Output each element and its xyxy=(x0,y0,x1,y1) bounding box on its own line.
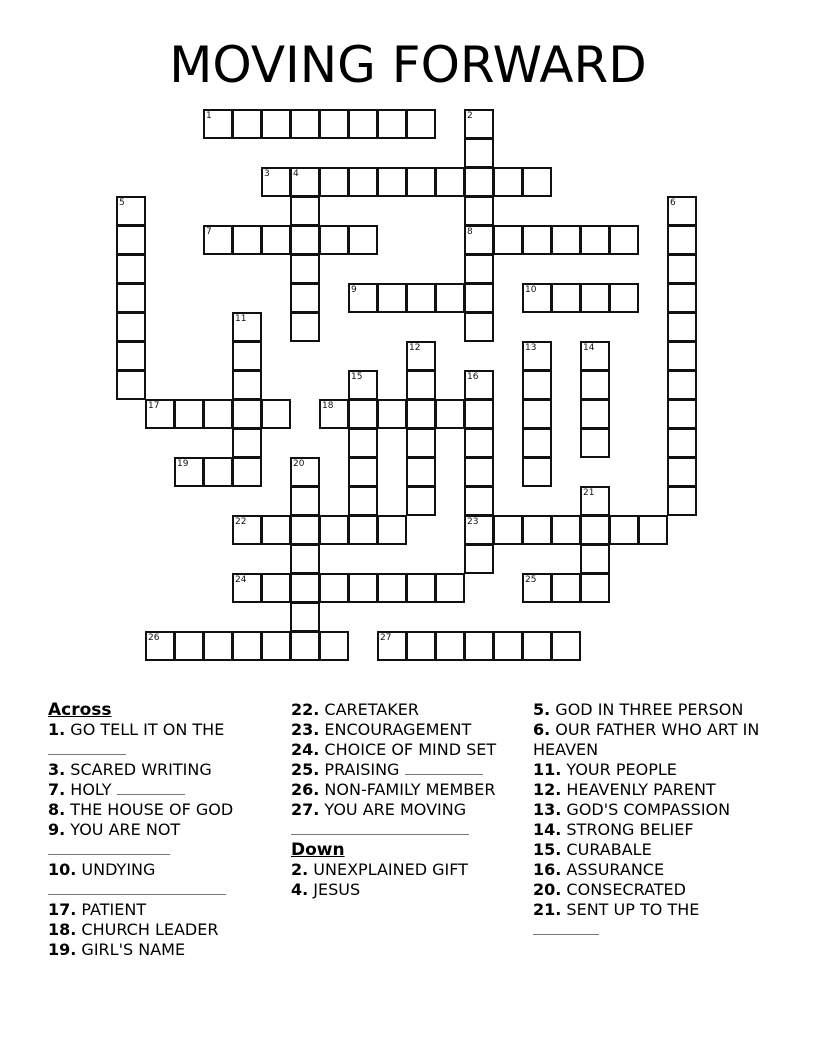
grid-cell[interactable] xyxy=(493,225,523,255)
clue-item xyxy=(533,900,773,940)
grid-cell[interactable] xyxy=(116,254,146,284)
clue-number: 15 xyxy=(351,372,363,382)
clue-item xyxy=(48,860,283,900)
answer-blank-line xyxy=(291,820,526,840)
grid-cell[interactable] xyxy=(580,515,610,545)
grid-cell[interactable] xyxy=(116,225,146,255)
grid-cell[interactable] xyxy=(319,515,349,545)
grid-cell[interactable] xyxy=(667,399,697,429)
grid-cell[interactable] xyxy=(667,486,697,516)
clue-item xyxy=(533,720,773,760)
clue-number: 26 xyxy=(148,633,160,643)
grid-cell[interactable] xyxy=(261,631,291,661)
grid-cell[interactable] xyxy=(290,631,320,661)
grid-cell[interactable] xyxy=(580,486,610,516)
grid-cell[interactable] xyxy=(522,457,552,487)
clue-number: 8 xyxy=(467,227,473,237)
grid-cell[interactable] xyxy=(406,283,436,313)
grid-cell[interactable] xyxy=(319,573,349,603)
grid-cell[interactable] xyxy=(203,225,233,255)
grid-cell[interactable] xyxy=(464,254,494,284)
grid-cell[interactable] xyxy=(406,341,436,371)
grid-cell[interactable] xyxy=(493,167,523,197)
grid-cell[interactable] xyxy=(377,573,407,603)
grid-cell[interactable] xyxy=(551,631,581,661)
grid-cell[interactable] xyxy=(580,428,610,458)
clue-number: 2 xyxy=(467,111,473,121)
clue-text: GOD IN THREE PERSON xyxy=(550,700,744,719)
clue-number: 1. xyxy=(48,720,66,739)
clue-item xyxy=(48,760,283,780)
grid-cell[interactable] xyxy=(116,341,146,371)
grid-cell[interactable] xyxy=(522,283,552,313)
clue-number: 20 xyxy=(293,459,305,469)
grid-cell[interactable] xyxy=(464,486,494,516)
grid-cell[interactable] xyxy=(522,399,552,429)
grid-cell[interactable] xyxy=(522,341,552,371)
grid-cell[interactable] xyxy=(290,457,320,487)
clue-text: YOUR PEOPLE xyxy=(561,760,677,779)
clue-number: 19. xyxy=(48,940,77,959)
grid-cell[interactable] xyxy=(580,370,610,400)
grid-cell[interactable] xyxy=(522,370,552,400)
grid-cell[interactable] xyxy=(464,428,494,458)
clue-number: 11 xyxy=(235,314,247,324)
grid-cell[interactable] xyxy=(232,225,262,255)
clue-item xyxy=(533,860,773,880)
clue-text: UNDYING xyxy=(76,860,156,879)
grid-cell[interactable] xyxy=(406,399,436,429)
grid-cell[interactable] xyxy=(464,167,494,197)
answer-blank xyxy=(405,760,483,775)
grid-cell[interactable] xyxy=(551,515,581,545)
clue-text: NON-FAMILY MEMBER xyxy=(319,780,496,799)
answer-blank xyxy=(48,740,126,755)
clue-number: 1 xyxy=(206,111,212,121)
clue-item xyxy=(533,820,773,840)
grid-cell[interactable] xyxy=(464,399,494,429)
clue-item xyxy=(533,880,773,900)
clue-text: YOU ARE NOT xyxy=(65,820,181,839)
grid-cell[interactable] xyxy=(435,283,465,313)
clue-item xyxy=(291,740,526,760)
grid-cell[interactable] xyxy=(667,254,697,284)
clue-number: 12 xyxy=(409,343,421,353)
answer-blank xyxy=(117,780,185,795)
grid-cell[interactable] xyxy=(464,515,494,545)
clue-number: 10 xyxy=(525,285,537,295)
grid-cell[interactable] xyxy=(667,341,697,371)
grid-cell[interactable] xyxy=(116,370,146,400)
grid-cell[interactable] xyxy=(290,283,320,313)
grid-cell[interactable] xyxy=(667,428,697,458)
grid-cell[interactable] xyxy=(348,457,378,487)
clue-item xyxy=(48,800,283,820)
across-clue-list xyxy=(48,720,283,960)
clue-number: 17 xyxy=(148,401,160,411)
grid-cell[interactable] xyxy=(522,167,552,197)
grid-cell[interactable] xyxy=(261,515,291,545)
clue-number: 25 xyxy=(525,575,537,585)
clue-number: 17. xyxy=(48,900,77,919)
grid-cell[interactable] xyxy=(145,631,175,661)
grid-cell[interactable] xyxy=(580,544,610,574)
grid-cell[interactable] xyxy=(290,109,320,139)
grid-cell[interactable] xyxy=(232,109,262,139)
clue-number: 13. xyxy=(533,800,562,819)
clue-number: 23 xyxy=(467,517,479,527)
clue-text: CONSECRATED xyxy=(561,880,686,899)
clue-number: 26. xyxy=(291,780,320,799)
grid-cell[interactable] xyxy=(551,283,581,313)
clue-number: 25. xyxy=(291,760,320,779)
clue-number: 6. xyxy=(533,720,551,739)
grid-cell[interactable] xyxy=(203,399,233,429)
down-clue-list xyxy=(291,860,526,900)
grid-cell[interactable] xyxy=(232,457,262,487)
grid-cell[interactable] xyxy=(667,196,697,226)
puzzle-title: MOVING FORWARD xyxy=(169,36,647,94)
grid-cell[interactable] xyxy=(638,515,668,545)
grid-cell[interactable] xyxy=(522,631,552,661)
grid-cell[interactable] xyxy=(464,370,494,400)
grid-cell[interactable] xyxy=(348,399,378,429)
grid-cell[interactable] xyxy=(435,573,465,603)
clue-number: 24 xyxy=(235,575,247,585)
grid-cell[interactable] xyxy=(667,283,697,313)
clue-text: YOU ARE MOVING xyxy=(319,800,467,819)
grid-cell[interactable] xyxy=(609,225,639,255)
clue-number: 2. xyxy=(291,860,309,879)
clue-text: SCARED WRITING xyxy=(65,760,212,779)
grid-cell[interactable] xyxy=(116,283,146,313)
clue-text: SENT UP TO THE xyxy=(561,900,700,919)
grid-cell[interactable] xyxy=(116,196,146,226)
grid-cell[interactable] xyxy=(522,225,552,255)
grid-cell[interactable] xyxy=(580,283,610,313)
clue-number: 27. xyxy=(291,800,320,819)
grid-cell[interactable] xyxy=(667,312,697,342)
clue-text: UNEXPLAINED GIFT xyxy=(308,860,468,879)
clue-item xyxy=(48,920,283,940)
grid-cell[interactable] xyxy=(232,515,262,545)
grid-cell[interactable] xyxy=(406,167,436,197)
grid-cell[interactable] xyxy=(232,341,262,371)
grid-cell[interactable] xyxy=(406,486,436,516)
grid-cell[interactable] xyxy=(232,312,262,342)
clue-number: 14 xyxy=(583,343,595,353)
clue-text: GIRL'S NAME xyxy=(76,940,186,959)
clue-item xyxy=(533,780,773,800)
clue-number: 15. xyxy=(533,840,562,859)
clues-column-1 xyxy=(48,700,283,960)
clue-item xyxy=(533,700,773,720)
clue-number: 12. xyxy=(533,780,562,799)
clue-text: ENCOURAGEMENT xyxy=(319,720,472,739)
grid-cell[interactable] xyxy=(203,631,233,661)
grid-cell[interactable] xyxy=(319,399,349,429)
grid-cell[interactable] xyxy=(464,109,494,139)
grid-cell[interactable] xyxy=(464,631,494,661)
clue-number: 3 xyxy=(264,169,270,179)
grid-cell[interactable] xyxy=(348,486,378,516)
grid-cell[interactable] xyxy=(667,457,697,487)
grid-cell[interactable] xyxy=(464,196,494,226)
clue-number: 11. xyxy=(533,760,562,779)
clue-text: JESUS xyxy=(308,880,361,899)
clue-number: 18 xyxy=(322,401,334,411)
grid-cell[interactable] xyxy=(290,515,320,545)
clue-item xyxy=(533,800,773,820)
grid-cell[interactable] xyxy=(609,283,639,313)
answer-blank xyxy=(48,880,226,895)
clue-number: 21 xyxy=(583,488,595,498)
grid-cell[interactable] xyxy=(348,573,378,603)
clue-number: 19 xyxy=(177,459,189,469)
grid-cell[interactable] xyxy=(203,109,233,139)
clue-number: 9. xyxy=(48,820,66,839)
clues-column-2 xyxy=(291,700,526,900)
grid-cell[interactable] xyxy=(377,283,407,313)
clue-text: THE HOUSE OF GOD xyxy=(65,800,234,819)
grid-cell[interactable] xyxy=(435,631,465,661)
grid-cell[interactable] xyxy=(435,399,465,429)
clue-number: 27 xyxy=(380,633,392,643)
clue-item xyxy=(291,800,526,840)
clue-text: HOLY xyxy=(65,780,117,799)
clue-text: ASSURANCE xyxy=(561,860,665,879)
clue-text: CURABALE xyxy=(561,840,652,859)
clue-item xyxy=(291,700,526,720)
grid-cell[interactable] xyxy=(174,399,204,429)
clue-number: 3. xyxy=(48,760,66,779)
grid-cell[interactable] xyxy=(348,109,378,139)
grid-cell[interactable] xyxy=(406,109,436,139)
grid-cell[interactable] xyxy=(464,457,494,487)
grid-cell[interactable] xyxy=(290,196,320,226)
clue-text: OUR FATHER WHO ART IN HEAVEN xyxy=(533,720,760,759)
clue-number: 18. xyxy=(48,920,77,939)
clue-number: 5. xyxy=(533,700,551,719)
grid-cell[interactable] xyxy=(290,486,320,516)
grid-cell[interactable] xyxy=(667,370,697,400)
grid-cell[interactable] xyxy=(261,225,291,255)
clue-text: GO TELL IT ON THE xyxy=(65,720,225,739)
grid-cell[interactable] xyxy=(580,573,610,603)
clue-number: 6 xyxy=(670,198,676,208)
grid-cell[interactable] xyxy=(667,225,697,255)
grid-cell[interactable] xyxy=(261,109,291,139)
grid-cell[interactable] xyxy=(551,573,581,603)
grid-cell[interactable] xyxy=(203,457,233,487)
grid-cell[interactable] xyxy=(464,225,494,255)
clue-number: 7. xyxy=(48,780,66,799)
grid-cell[interactable] xyxy=(290,225,320,255)
grid-cell[interactable] xyxy=(348,283,378,313)
clue-number: 8. xyxy=(48,800,66,819)
grid-cell[interactable] xyxy=(464,283,494,313)
answer-blank-line xyxy=(48,740,283,760)
clue-text: HEAVENLY PARENT xyxy=(561,780,716,799)
grid-cell[interactable] xyxy=(319,225,349,255)
clue-item xyxy=(291,860,526,880)
grid-cell[interactable] xyxy=(348,225,378,255)
grid-cell[interactable] xyxy=(435,167,465,197)
grid-cell[interactable] xyxy=(377,109,407,139)
clue-number: 5 xyxy=(119,198,125,208)
grid-cell[interactable] xyxy=(290,573,320,603)
grid-cell[interactable] xyxy=(406,370,436,400)
grid-cell[interactable] xyxy=(406,428,436,458)
grid-cell[interactable] xyxy=(464,138,494,168)
grid-cell[interactable] xyxy=(232,370,262,400)
answer-blank xyxy=(48,840,170,855)
clue-number: 13 xyxy=(525,343,537,353)
across-clue-list-continued xyxy=(291,700,526,840)
clue-item xyxy=(48,820,283,860)
grid-cell[interactable] xyxy=(609,515,639,545)
clue-item xyxy=(291,780,526,800)
grid-cell[interactable] xyxy=(290,544,320,574)
grid-cell[interactable] xyxy=(551,225,581,255)
clue-number: 22 xyxy=(235,517,247,527)
grid-cell[interactable] xyxy=(319,631,349,661)
grid-cell[interactable] xyxy=(493,631,523,661)
clue-text: CARETAKER xyxy=(319,700,419,719)
grid-cell[interactable] xyxy=(464,312,494,342)
grid-cell[interactable] xyxy=(377,167,407,197)
grid-cell[interactable] xyxy=(493,515,523,545)
grid-cell[interactable] xyxy=(232,573,262,603)
grid-cell[interactable] xyxy=(464,544,494,574)
grid-cell[interactable] xyxy=(522,515,552,545)
clue-number: 10. xyxy=(48,860,77,879)
clue-item xyxy=(533,840,773,860)
grid-cell[interactable] xyxy=(116,312,146,342)
clue-text: CHURCH LEADER xyxy=(76,920,219,939)
grid-cell[interactable] xyxy=(406,573,436,603)
clue-text: GOD'S COMPASSION xyxy=(561,800,731,819)
clue-number: 7 xyxy=(206,227,212,237)
grid-cell[interactable] xyxy=(406,631,436,661)
clue-number: 14. xyxy=(533,820,562,839)
clue-number: 20. xyxy=(533,880,562,899)
clue-item xyxy=(533,760,773,780)
clue-number: 4 xyxy=(293,169,299,179)
grid-cell[interactable] xyxy=(145,399,175,429)
grid-cell[interactable] xyxy=(377,399,407,429)
clue-item xyxy=(48,940,283,960)
across-heading: Across xyxy=(48,700,112,720)
grid-cell[interactable] xyxy=(348,428,378,458)
grid-cell[interactable] xyxy=(319,109,349,139)
clue-item xyxy=(291,880,526,900)
answer-blank-line xyxy=(48,840,283,860)
clue-text: STRONG BELIEF xyxy=(561,820,694,839)
answer-blank-line xyxy=(48,880,283,900)
clue-number: 22. xyxy=(291,700,320,719)
clue-text: PRAISING xyxy=(319,760,405,779)
clue-number: 4. xyxy=(291,880,309,899)
grid-cell[interactable] xyxy=(580,225,610,255)
grid-cell[interactable] xyxy=(174,457,204,487)
clue-number: 21. xyxy=(533,900,562,919)
clue-number: 16. xyxy=(533,860,562,879)
grid-cell[interactable] xyxy=(580,341,610,371)
grid-cell[interactable] xyxy=(522,573,552,603)
clue-item xyxy=(48,780,283,800)
grid-cell[interactable] xyxy=(377,515,407,545)
grid-cell[interactable] xyxy=(377,631,407,661)
grid-cell[interactable] xyxy=(174,631,204,661)
grid-cell[interactable] xyxy=(290,312,320,342)
grid-cell[interactable] xyxy=(261,573,291,603)
clue-text: CHOICE OF MIND SET xyxy=(319,740,497,759)
grid-cell[interactable] xyxy=(232,631,262,661)
grid-cell[interactable] xyxy=(522,428,552,458)
clue-item xyxy=(48,720,283,760)
grid-cell[interactable] xyxy=(232,399,262,429)
answer-blank xyxy=(533,920,599,935)
clue-item xyxy=(291,720,526,740)
clue-number: 24. xyxy=(291,740,320,759)
clue-number: 16 xyxy=(467,372,479,382)
down-heading: Down xyxy=(291,840,345,860)
grid-cell[interactable] xyxy=(580,399,610,429)
grid-cell[interactable] xyxy=(348,167,378,197)
answer-blank-line xyxy=(533,920,773,940)
grid-cell[interactable] xyxy=(348,515,378,545)
clues-column-3 xyxy=(533,700,773,940)
clue-item xyxy=(291,760,526,780)
grid-cell[interactable] xyxy=(290,167,320,197)
clue-text: PATIENT xyxy=(76,900,147,919)
answer-blank xyxy=(291,820,469,835)
grid-cell[interactable] xyxy=(319,167,349,197)
clue-item xyxy=(48,900,283,920)
grid-cell[interactable] xyxy=(261,167,291,197)
clue-number: 9 xyxy=(351,285,357,295)
grid-cell[interactable] xyxy=(406,457,436,487)
grid-cell[interactable] xyxy=(290,254,320,284)
down-clue-list-continued xyxy=(533,700,773,940)
grid-cell[interactable] xyxy=(261,399,291,429)
grid-cell[interactable] xyxy=(348,370,378,400)
grid-cell[interactable] xyxy=(290,602,320,632)
grid-cell[interactable] xyxy=(232,428,262,458)
clue-number: 23. xyxy=(291,720,320,739)
